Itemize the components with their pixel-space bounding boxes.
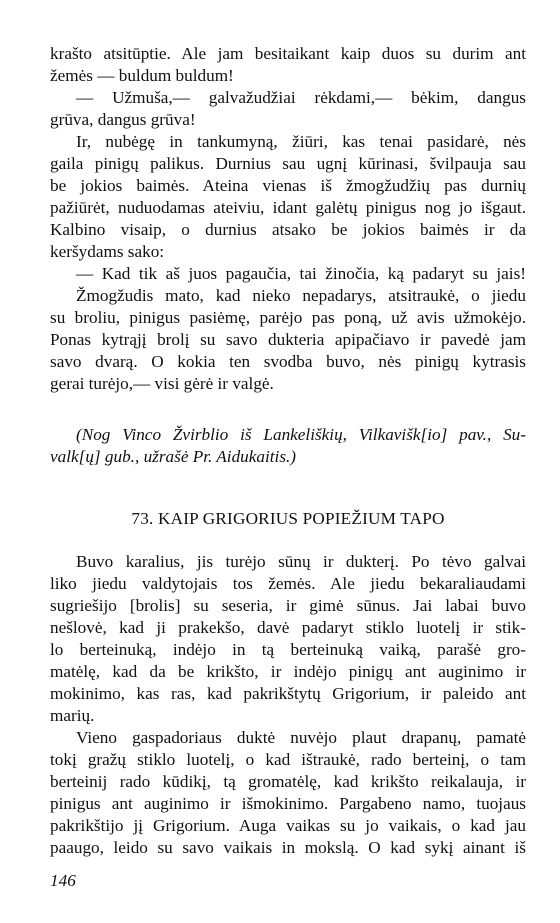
text-line: Ir, nubėgę in tankumyną, žiūri, kas tenai pasidarė, nės xyxy=(76,132,526,151)
text-line: pakrikštijo jį Grigorium. Auga vaikas su jo vaikais, o kad jau xyxy=(50,816,526,835)
text-line: pažiūrėt, nuduodamas ateiviu, idant galėtų pinigus nog jo išgaut. xyxy=(50,198,526,217)
text-line: marių. xyxy=(50,706,95,725)
text-line: su broliu, pinigus pasiėmę, parėjo pas poną, už avis užmokėjo. xyxy=(50,308,526,327)
text-line: gaila pinigų palikus. Durnius sau ugnį kūrinasi, švilpauja sau xyxy=(50,154,526,173)
text-line: Vieno gaspadoriaus duktė nuvėjo plaut drapanų, pamatė xyxy=(76,728,526,747)
story-ending xyxy=(50,43,526,395)
text-line: sugriešijo [brolis] su seseria, ir gimė sūnus. Jai labai buvo xyxy=(50,596,526,615)
note-line: valk[ų] gub., užrašė Pr. Aidukaitis.) xyxy=(50,447,297,466)
chapter-text xyxy=(50,551,526,859)
text-line: Kalbino visaip, o durnius atsako be jokios baimės ir da xyxy=(50,220,526,239)
text-line: — Užmuša,— galvažudžiai rėkdami,— bėkim, dangus xyxy=(76,88,526,107)
text-line: grūva, dangus grūva! xyxy=(50,110,196,129)
text-line: Ponas kytrąjį brolį su savo dukteria apipačiavo ir pavedė jam xyxy=(50,330,526,349)
text-line: tokį gražų stiklo luotelį, o kad ištraukė, rado berteinį, o tam xyxy=(50,750,526,769)
text-line: lo berteinuką, indėjo in tą berteinuką vaiką, parašė gro- xyxy=(50,640,526,659)
text-line: mokinimo, kas ras, kad pakrikštytų Grigorium, ir paleido ant xyxy=(50,684,526,703)
text-line: — Kad tik aš juos pagaučia, tai žinočia, ką padaryt su jais! xyxy=(76,264,526,283)
source-note xyxy=(50,424,526,468)
text-line: nešlovė, kad ji prakekšo, davė padaryt stiklo luotelį ir stik- xyxy=(50,618,526,637)
text-line: Žmogžudis mato, kad nieko nepadarys, atsitraukė, o jiedu xyxy=(76,286,526,305)
text-line: krašto atsitūptie. Ale jam besitaikant kaip duos su durim ant xyxy=(50,44,526,63)
text-line: žemės — buldum buldum! xyxy=(50,66,234,85)
text-line: Buvo karalius, jis turėjo sūnų ir dukterį. Po tėvo galvai xyxy=(76,552,526,571)
text-line: berteinij rado kūdikį, tą gromatėlę, kad krikšto reikalauja, ir xyxy=(50,772,526,791)
text-line: be jokios baimės. Ateina vienas iš žmogžudžių pas durnių xyxy=(50,176,526,195)
text-line: gerai turėjo,— visi gėrė ir valgė. xyxy=(50,374,274,393)
chapter-title: 73. KAIP GRIGORIUS POPIEŽIUM TAPO xyxy=(131,509,445,528)
note-line: (Nog Vinco Žvirblio iš Lankeliškių, Vilkavišk[io] pav., Su- xyxy=(76,425,526,444)
text-line: pinigus ant auginimo ir išmokinimo. Pargabeno namo, tuojaus xyxy=(50,794,526,813)
text-line: keršydams sako: xyxy=(50,242,165,261)
text-line: paaugo, leido su savo vaikais in mokslą. O kad sykį ainant iš xyxy=(50,838,526,857)
text-line: liko jiedu valdytojais tos žemės. Ale jiedu bekaraliaudami xyxy=(50,574,526,593)
page-number: 146 xyxy=(50,871,76,890)
text-line: matėlę, kad da be krikšto, ir indėjo pinigų ant auginimo ir xyxy=(50,662,526,681)
text-line: savo dvarą. O kokia ten svodba buvo, nės pinigų kytrasis xyxy=(50,352,526,371)
